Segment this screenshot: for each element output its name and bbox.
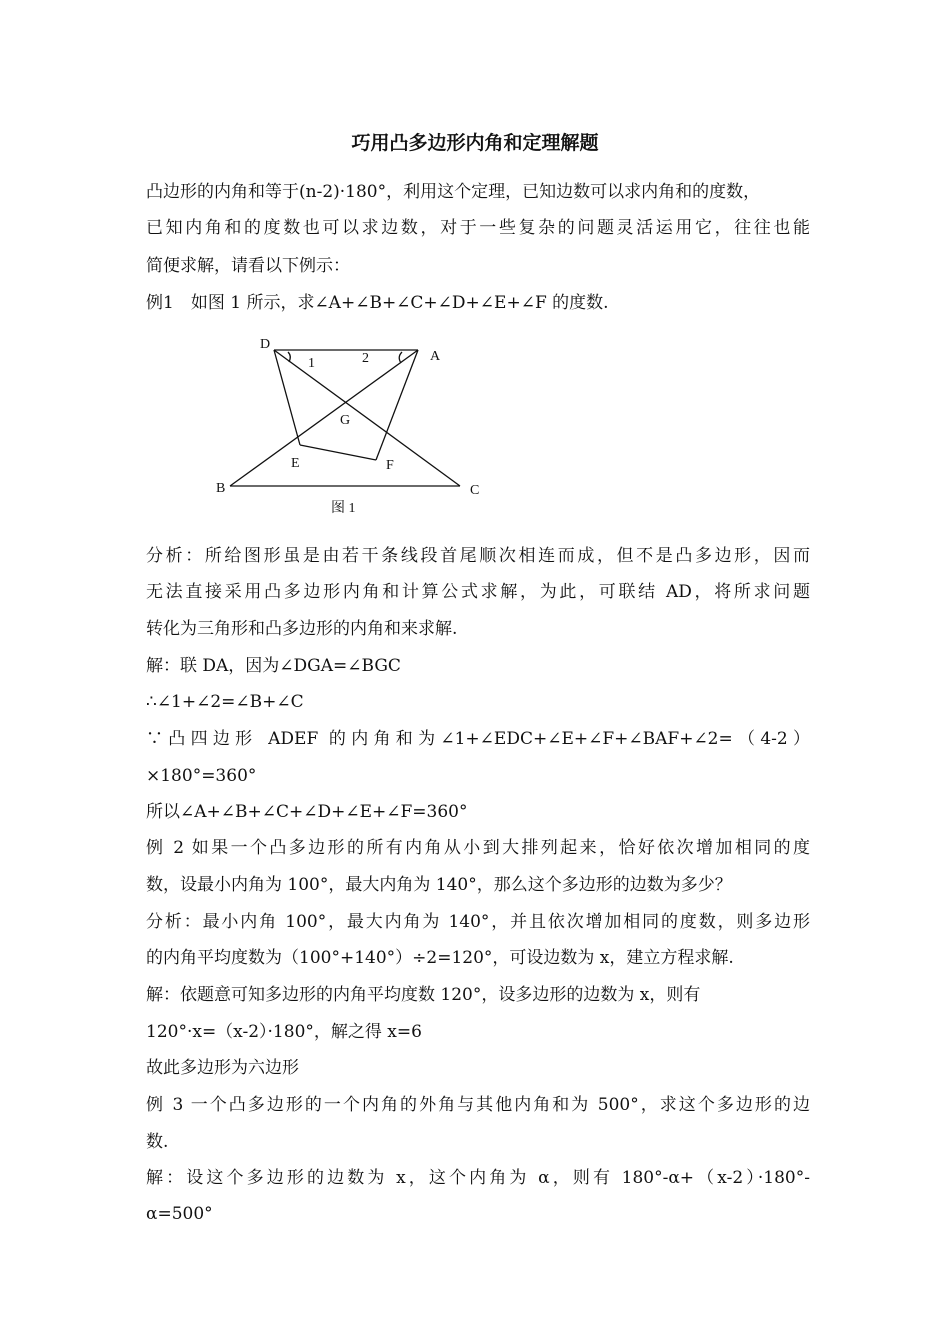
figure-1 [210, 330, 510, 520]
segment-ef [300, 445, 376, 460]
text-line: ×180°=360° [146, 766, 257, 786]
label-d: D [260, 337, 271, 352]
text-line: 故此多边形为六边形 [146, 1058, 299, 1078]
label-e: E [291, 456, 300, 471]
label-angle-1: 1 [308, 356, 315, 371]
label-b: B [216, 481, 226, 496]
label-a: A [430, 349, 441, 364]
text-line: 转化为三角形和凸多边形的内角和来求解. [146, 619, 458, 639]
example-3-question: 例 3 一个凸多边形的一个内角的外角与其他内角和为 500°，求这个多边形的边 [146, 1095, 810, 1115]
segment-fa [376, 350, 418, 460]
text-line: 凸边形的内角和等于(n-2)·180°，利用这个定理，已知边数可以求内角和的度数， [146, 182, 761, 202]
text-line: 数，设最小内角为 100°，最大内角为 140°，那么这个多边形的边数为多少？ [146, 875, 732, 895]
text-line: 所以∠A+∠B+∠C+∠D+∠E+∠F=360° [146, 802, 468, 822]
text-line: 分析：最小内角 100°，最大内角为 140°，并且依次增加相同的度数，则多边形 [146, 912, 810, 932]
text-line: 已知内角和的度数也可以求边数，对于一些复杂的问题灵活运用它，往往也能 [146, 218, 810, 238]
text-line: α=500° [146, 1204, 213, 1224]
text-line: 解：联 DA，因为∠DGA=∠BGC [146, 656, 401, 676]
label-c: C [470, 483, 480, 498]
text-line: ∵凸四边形 ADEF 的内角和为∠1+∠EDC+∠E+∠F+∠BAF+∠2=（4-2） [146, 729, 810, 749]
example-1-question: 例1 如图 1 所示，求∠A+∠B+∠C+∠D+∠E+∠F 的度数. [146, 293, 609, 313]
segment-de [274, 350, 300, 445]
text-line: 无法直接采用凸多边形内角和计算公式求解，为此，可联结 AD，将所求问题 [146, 582, 810, 602]
text-line: 分析：所给图形虽是由若干条线段首尾顺次相连而成，但不是凸多边形，因而 [146, 546, 810, 566]
text-line: 简便求解，请看以下例示： [146, 256, 350, 276]
page-title: 巧用凸多边形内角和定理解题 [351, 132, 599, 154]
figure-caption: 图 1 [331, 501, 356, 516]
text-line: 数. [146, 1132, 169, 1152]
label-f: F [386, 458, 394, 473]
text-line: ∴∠1+∠2=∠B+∠C [146, 692, 304, 712]
label-g: G [340, 413, 351, 428]
text-line: 解：依题意可知多边形的内角平均度数 120°，设多边形的边数为 x，则有 [146, 985, 701, 1005]
text-line: 的内角平均度数为（100°+140°）÷2=120°，可设边数为 x，建立方程求解. [146, 948, 734, 968]
label-angle-2: 2 [362, 351, 369, 366]
segment-dc [274, 350, 460, 486]
text-line: 120°·x=（x-2）·180°，解之得 x=6 [146, 1022, 422, 1042]
example-2-question: 例 2 如果一个凸多边形的所有内角从小到大排列起来，恰好依次增加相同的度 [146, 838, 810, 858]
text-line: 解：设这个多边形的边数为 x，这个内角为 α，则有 180°-α+（x-2）·180°- [146, 1168, 810, 1188]
